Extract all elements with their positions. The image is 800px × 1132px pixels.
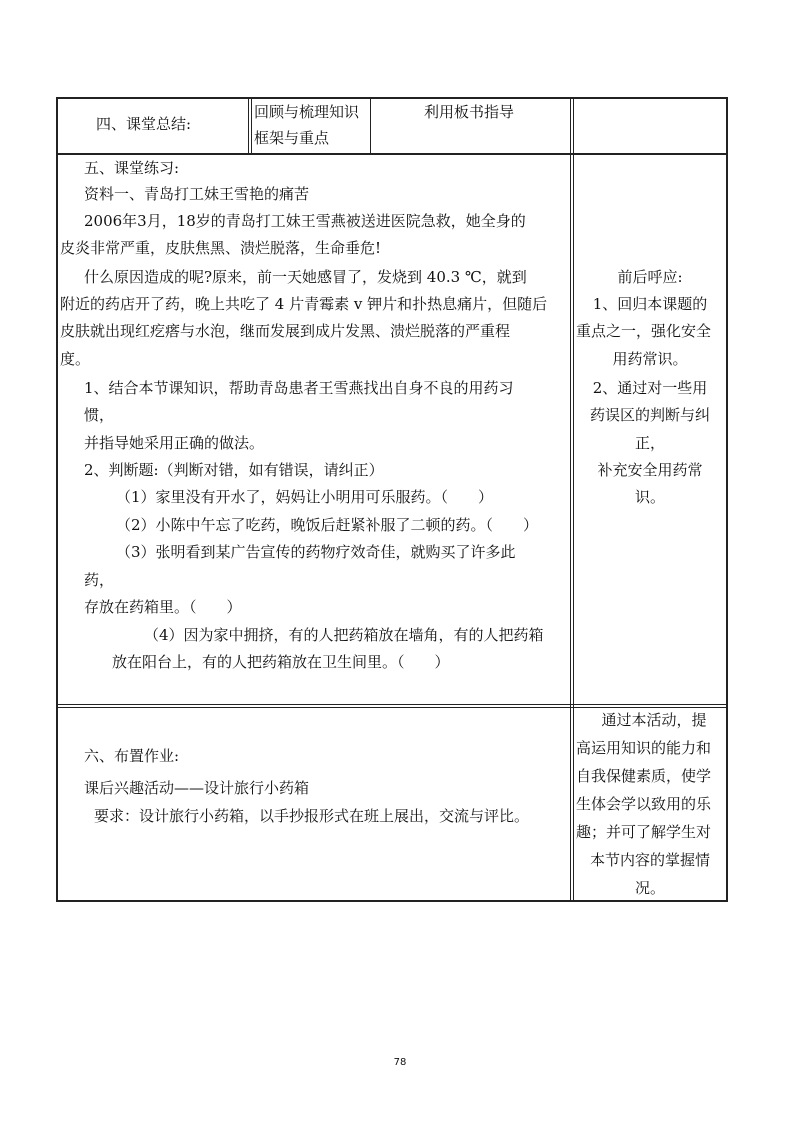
material-title: 资料一、青岛打工妹王雪艳的痛苦	[84, 185, 310, 203]
material-paragraph-2-line-1: 什么原因造成的呢?原来，前一天她感冒了，发烧到 40.3 ℃，就到	[84, 268, 527, 286]
practice-note-line-9: 识。	[634, 488, 665, 506]
table-border-bottom	[56, 900, 728, 902]
table-border-right	[726, 97, 728, 902]
summary-content-line1: 回顾与梳理知识	[254, 103, 360, 121]
question-1-line-2: 惯，	[84, 406, 115, 424]
question-1-line-1: 1、结合本节课知识，帮助青岛患者王雪燕找出自身不良的用药习	[84, 379, 514, 397]
practice-note-line-1: 前后呼应:	[617, 268, 683, 286]
practice-note-line-8: 补充安全用药常	[597, 461, 703, 479]
col-divider-main	[570, 97, 571, 902]
judgment-item-3-line-3: 存放在药箱里。（ ）	[84, 598, 242, 616]
material-paragraph-1-line-1: 2006年3月，18岁的青岛打工妹王雪燕被送进医院急救，她全身的	[84, 212, 526, 230]
judgment-item-4-line-2: 放在阳台上，有的人把药箱放在卫生间里。（ ）	[112, 653, 450, 671]
homework-note-line-7: 况。	[634, 879, 665, 897]
practice-note-line-6: 药误区的判断与纠	[589, 406, 710, 424]
homework-note-line-6: 本节内容的掌握情	[589, 851, 710, 869]
homework-note-line-2: 高运用知识的能力和	[576, 739, 712, 757]
homework-note	[574, 708, 726, 900]
practice-note-line-2: 1、回归本课题的	[592, 295, 708, 313]
homework-heading: 六、布置作业:	[84, 747, 180, 765]
col-divider-1	[248, 97, 249, 155]
table-border-top	[56, 97, 728, 99]
practice-section	[58, 155, 570, 704]
homework-requirement: 要求：设计旅行小药箱，以手抄报形式在班上展出，交流与评比。	[94, 807, 530, 825]
page-number: 78	[393, 1057, 407, 1068]
homework-section	[58, 708, 570, 900]
summary-section-label: 四、课堂总结:	[96, 115, 192, 133]
judgment-item-2: （2）小陈中午忘了吃药，晚饭后赶紧补服了二顿的药。（ ）	[116, 516, 539, 534]
practice-note-line-3: 重点之一，强化安全	[576, 322, 712, 340]
judgment-item-4-line-1: （4）因为家中拥挤，有的人把药箱放在墙角，有的人把药箱	[144, 626, 544, 644]
material-paragraph-2-line-4: 度。	[60, 350, 91, 368]
material-paragraph-2-line-2: 附近的药店开了药，晚上共吃了 4 片青霉素 v 钾片和扑热息痛片，但随后	[60, 295, 548, 313]
col-divider-1b	[251, 97, 252, 155]
practice-note-line-4: 用药常识。	[612, 350, 688, 368]
row-divider-2	[56, 704, 728, 705]
material-paragraph-1-line-2: 皮炎非常严重，皮肤焦黑、溃烂脱落，生命垂危!	[60, 239, 382, 257]
question-2-heading: 2、判断题:（判断对错，如有错误，请纠正）	[84, 461, 384, 479]
summary-method: 利用板书指导	[424, 103, 515, 121]
practice-note	[574, 155, 726, 704]
practice-heading: 五、课堂练习:	[84, 159, 180, 177]
homework-note-line-5: 趣；并可了解学生对	[576, 823, 712, 841]
question-1-line-3: 并指导她采用正确的做法。	[84, 434, 265, 452]
practice-note-line-7: 正，	[634, 434, 665, 452]
practice-note-line-5: 2、通过对一些用	[592, 379, 708, 397]
homework-note-line-1: 通过本活动，提	[601, 711, 707, 729]
material-paragraph-2-line-3: 皮肤就出现红疙瘩与水泡，继而发展到成片发黑、溃烂脱落的严重程	[60, 322, 511, 340]
homework-note-line-4: 生体会学以致用的乐	[576, 795, 712, 813]
homework-activity: 课后兴趣活动——设计旅行小药箱	[84, 779, 310, 797]
judgment-item-3-line-2: 药，	[84, 571, 115, 589]
homework-note-line-3: 自我保健素质，使学	[576, 767, 712, 785]
col-divider-2	[370, 97, 371, 155]
judgment-item-3-line-1: （3）张明看到某广告宣传的药物疗效奇佳，就购买了许多此	[116, 543, 516, 561]
judgment-item-1: （1）家里没有开水了，妈妈让小明用可乐服药。（ ）	[116, 488, 494, 506]
summary-content-line2: 框架与重点	[254, 129, 330, 147]
